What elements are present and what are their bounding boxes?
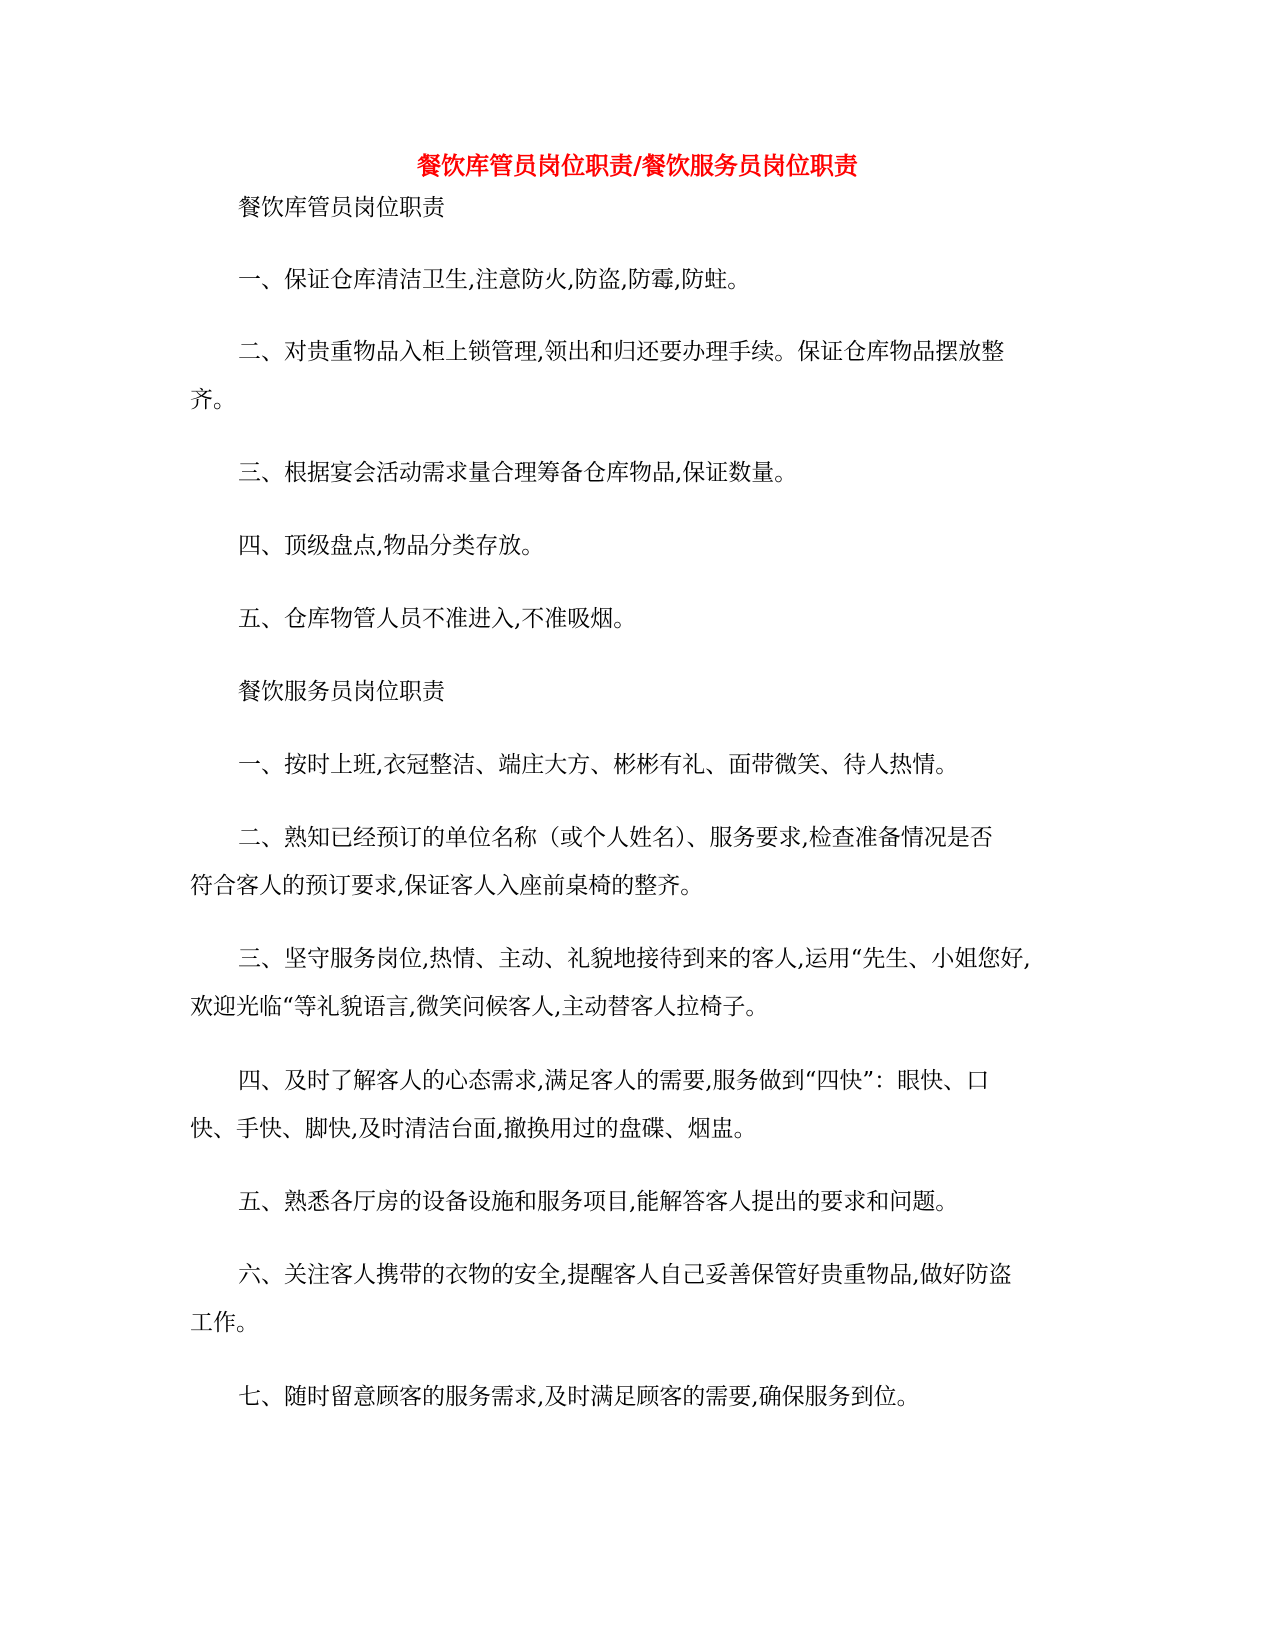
list-item <box>190 814 1090 910</box>
list-item-line: 七、随时留意顾客的服务需求,及时满足顾客的需要,确保服务到位。 <box>238 1384 920 1410</box>
list-item <box>190 328 1090 424</box>
list-item <box>190 1251 1090 1347</box>
list-item-line: 一、按时上班,衣冠整洁、端庄大方、彬彬有礼、面带微笑、待人热情。 <box>238 752 959 778</box>
document-title: 餐饮库管员岗位职责/餐饮服务员岗位职责 <box>417 151 858 180</box>
list-item-line: 一、保证仓库清洁卫生,注意防火,防盗,防霉,防蛀。 <box>238 267 751 293</box>
list-item <box>190 522 1090 570</box>
list-item-line: 符合客人的预订要求,保证客人入座前桌椅的整齐。 <box>190 873 704 899</box>
list-item-line: 五、熟悉各厅房的设备设施和服务项目,能解答客人提出的要求和问题。 <box>238 1189 959 1215</box>
list-item <box>190 256 1090 304</box>
list-item <box>190 449 1090 497</box>
list-item-line: 二、熟知已经预订的单位名称（或个人姓名）、服务要求,检查准备情况是否 <box>238 825 993 851</box>
list-item-line: 工作。 <box>190 1310 259 1336</box>
list-item-line: 四、及时了解客人的心态需求,满足客人的需要,服务做到“四快”：眼快、口 <box>238 1068 990 1094</box>
list-item <box>190 935 1090 1031</box>
list-item <box>190 1373 1090 1421</box>
list-item-line: 齐。 <box>190 387 236 413</box>
section-heading <box>190 668 1090 716</box>
list-item <box>190 1178 1090 1226</box>
section-heading <box>190 184 1090 232</box>
list-item-line: 快、手快、脚快,及时清洁台面,撤换用过的盘碟、烟盅。 <box>190 1116 757 1142</box>
list-item-line: 二、对贵重物品入柜上锁管理,领出和归还要办理手续。保证仓库物品摆放整 <box>238 339 1005 365</box>
list-item-line: 六、关注客人携带的衣物的安全,提醒客人自己妥善保管好贵重物品,做好防盗 <box>238 1262 1012 1288</box>
list-item <box>190 1057 1090 1153</box>
section-heading-text: 餐饮库管员岗位职责 <box>238 195 445 221</box>
list-item <box>190 741 1090 789</box>
list-item-line: 三、根据宴会活动需求量合理筹备仓库物品,保证数量。 <box>238 460 798 486</box>
list-item-line: 五、仓库物管人员不准进入,不准吸烟。 <box>238 606 637 632</box>
list-item-line: 欢迎光临“等礼貌语言,微笑问候客人,主动替客人拉椅子。 <box>190 994 769 1020</box>
list-item-line: 四、顶级盘点,物品分类存放。 <box>238 533 545 559</box>
list-item-line: 三、坚守服务岗位,热情、主动、礼貌地接待到来的客人,运用“先生、小姐您好, <box>238 946 1031 972</box>
section-heading-text: 餐饮服务员岗位职责 <box>238 679 445 705</box>
list-item <box>190 595 1090 643</box>
